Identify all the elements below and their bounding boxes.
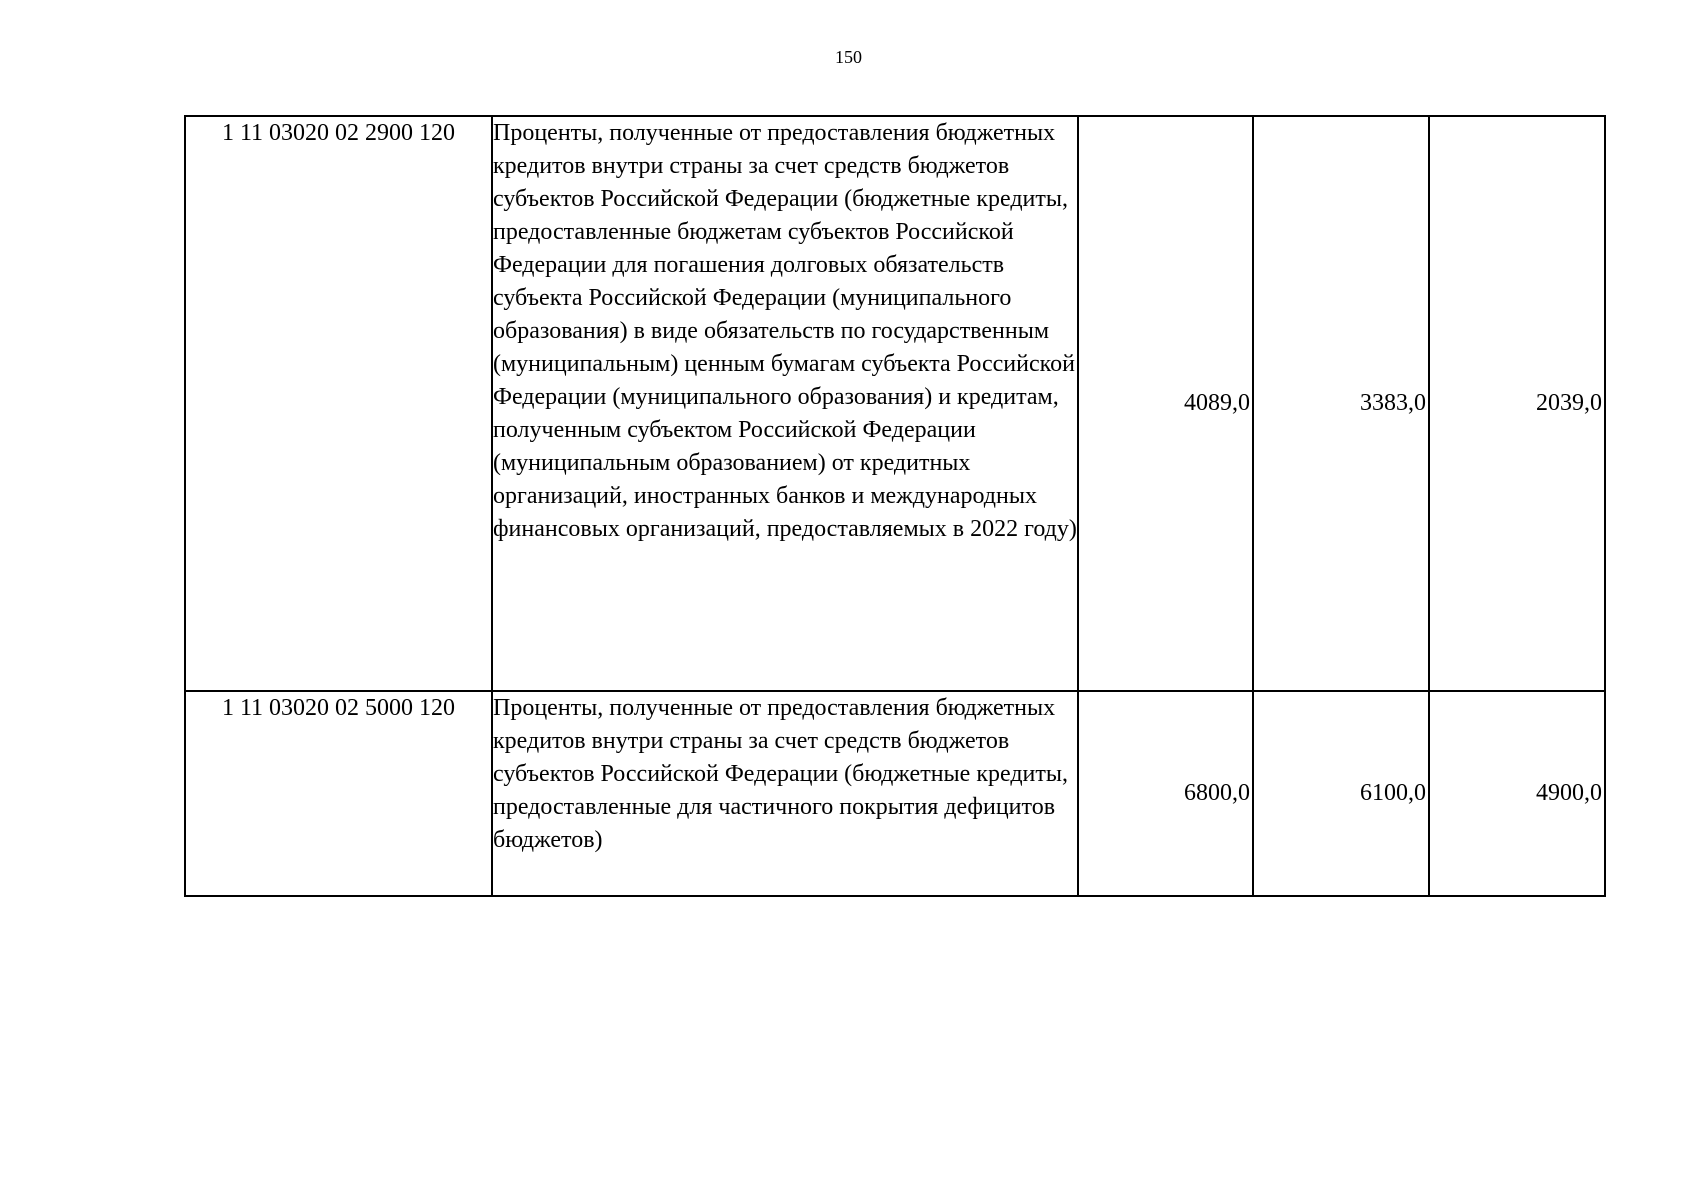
value-cell-3: 2039,0	[1429, 116, 1605, 691]
budget-revenue-table	[184, 115, 1606, 897]
value-cell-2: 3383,0	[1253, 116, 1429, 691]
table-row	[185, 116, 1605, 691]
value-cell-2: 6100,0	[1253, 691, 1429, 896]
budget-code-cell: 1 11 03020 02 2900 120	[185, 116, 492, 691]
value-cell-1: 4089,0	[1078, 116, 1253, 691]
description-cell: Проценты, полученные от предоставления бюджетных кредитов внутри страны за счет средств бюджетов субъектов Российской Федерации (бюджетные кредиты, предоставленные бюджетам субъектов Российской Федерации для погашения долговых обязательств субъекта Российской Федерации (муниципального образования) в виде обязательств по государственным (муниципальным) ценным бумагам субъекта Российской Федерации (муниципального образования) и кредитам, полученным субъектом Российской Федерации (муниципальным образованием) от кредитных организаций, иностранных банков и международных финансовых организаций, предоставляемых в 2022 году)	[492, 116, 1078, 691]
table-row	[185, 691, 1605, 896]
description-cell: Проценты, полученные от предоставления бюджетных кредитов внутри страны за счет средств бюджетов субъектов Российской Федерации (бюджетные кредиты, предоставленные для частичного покрытия дефицитов бюджетов)	[492, 691, 1078, 896]
value-cell-1: 6800,0	[1078, 691, 1253, 896]
budget-code-cell: 1 11 03020 02 5000 120	[185, 691, 492, 896]
page-number: 150	[835, 47, 862, 67]
value-cell-3: 4900,0	[1429, 691, 1605, 896]
